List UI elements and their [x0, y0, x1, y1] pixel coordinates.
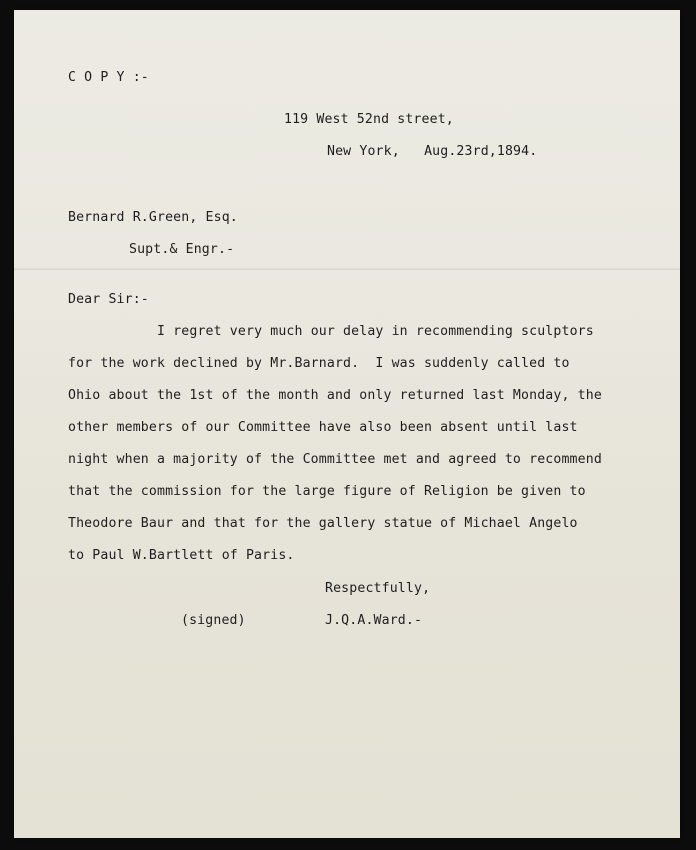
body-line: to Paul W.Bartlett of Paris.: [68, 548, 295, 563]
body-line: I regret very much our delay in recommending sculptors: [157, 324, 594, 339]
body-line: for the work declined by Mr.Barnard. I was suddenly called to: [68, 356, 570, 371]
sender-address: 119 West 52nd street,: [284, 112, 454, 127]
closing: Respectfully,: [325, 581, 431, 596]
recipient-name: Bernard R.Green, Esq.: [68, 210, 238, 225]
body-line: other members of our Committee have also been absent until last: [68, 420, 578, 435]
copy-label: C O P Y :-: [68, 70, 149, 85]
body-line: Ohio about the 1st of the month and only returned last Monday, the: [68, 388, 602, 403]
salutation: Dear Sir:-: [68, 292, 149, 307]
signature: J.Q.A.Ward.-: [325, 613, 423, 628]
paper-fold-crease: [14, 268, 680, 271]
signed-label: (signed): [181, 613, 246, 628]
recipient-title: Supt.& Engr.-: [129, 242, 235, 257]
body-line: night when a majority of the Committee met and agreed to recommend: [68, 452, 602, 467]
body-line: Theodore Baur and that for the gallery statue of Michael Angelo: [68, 516, 578, 531]
place-and-date: New York, Aug.23rd,1894.: [327, 144, 538, 159]
body-line: that the commission for the large figure of Religion be given to: [68, 484, 586, 499]
letter-page: [14, 10, 680, 838]
